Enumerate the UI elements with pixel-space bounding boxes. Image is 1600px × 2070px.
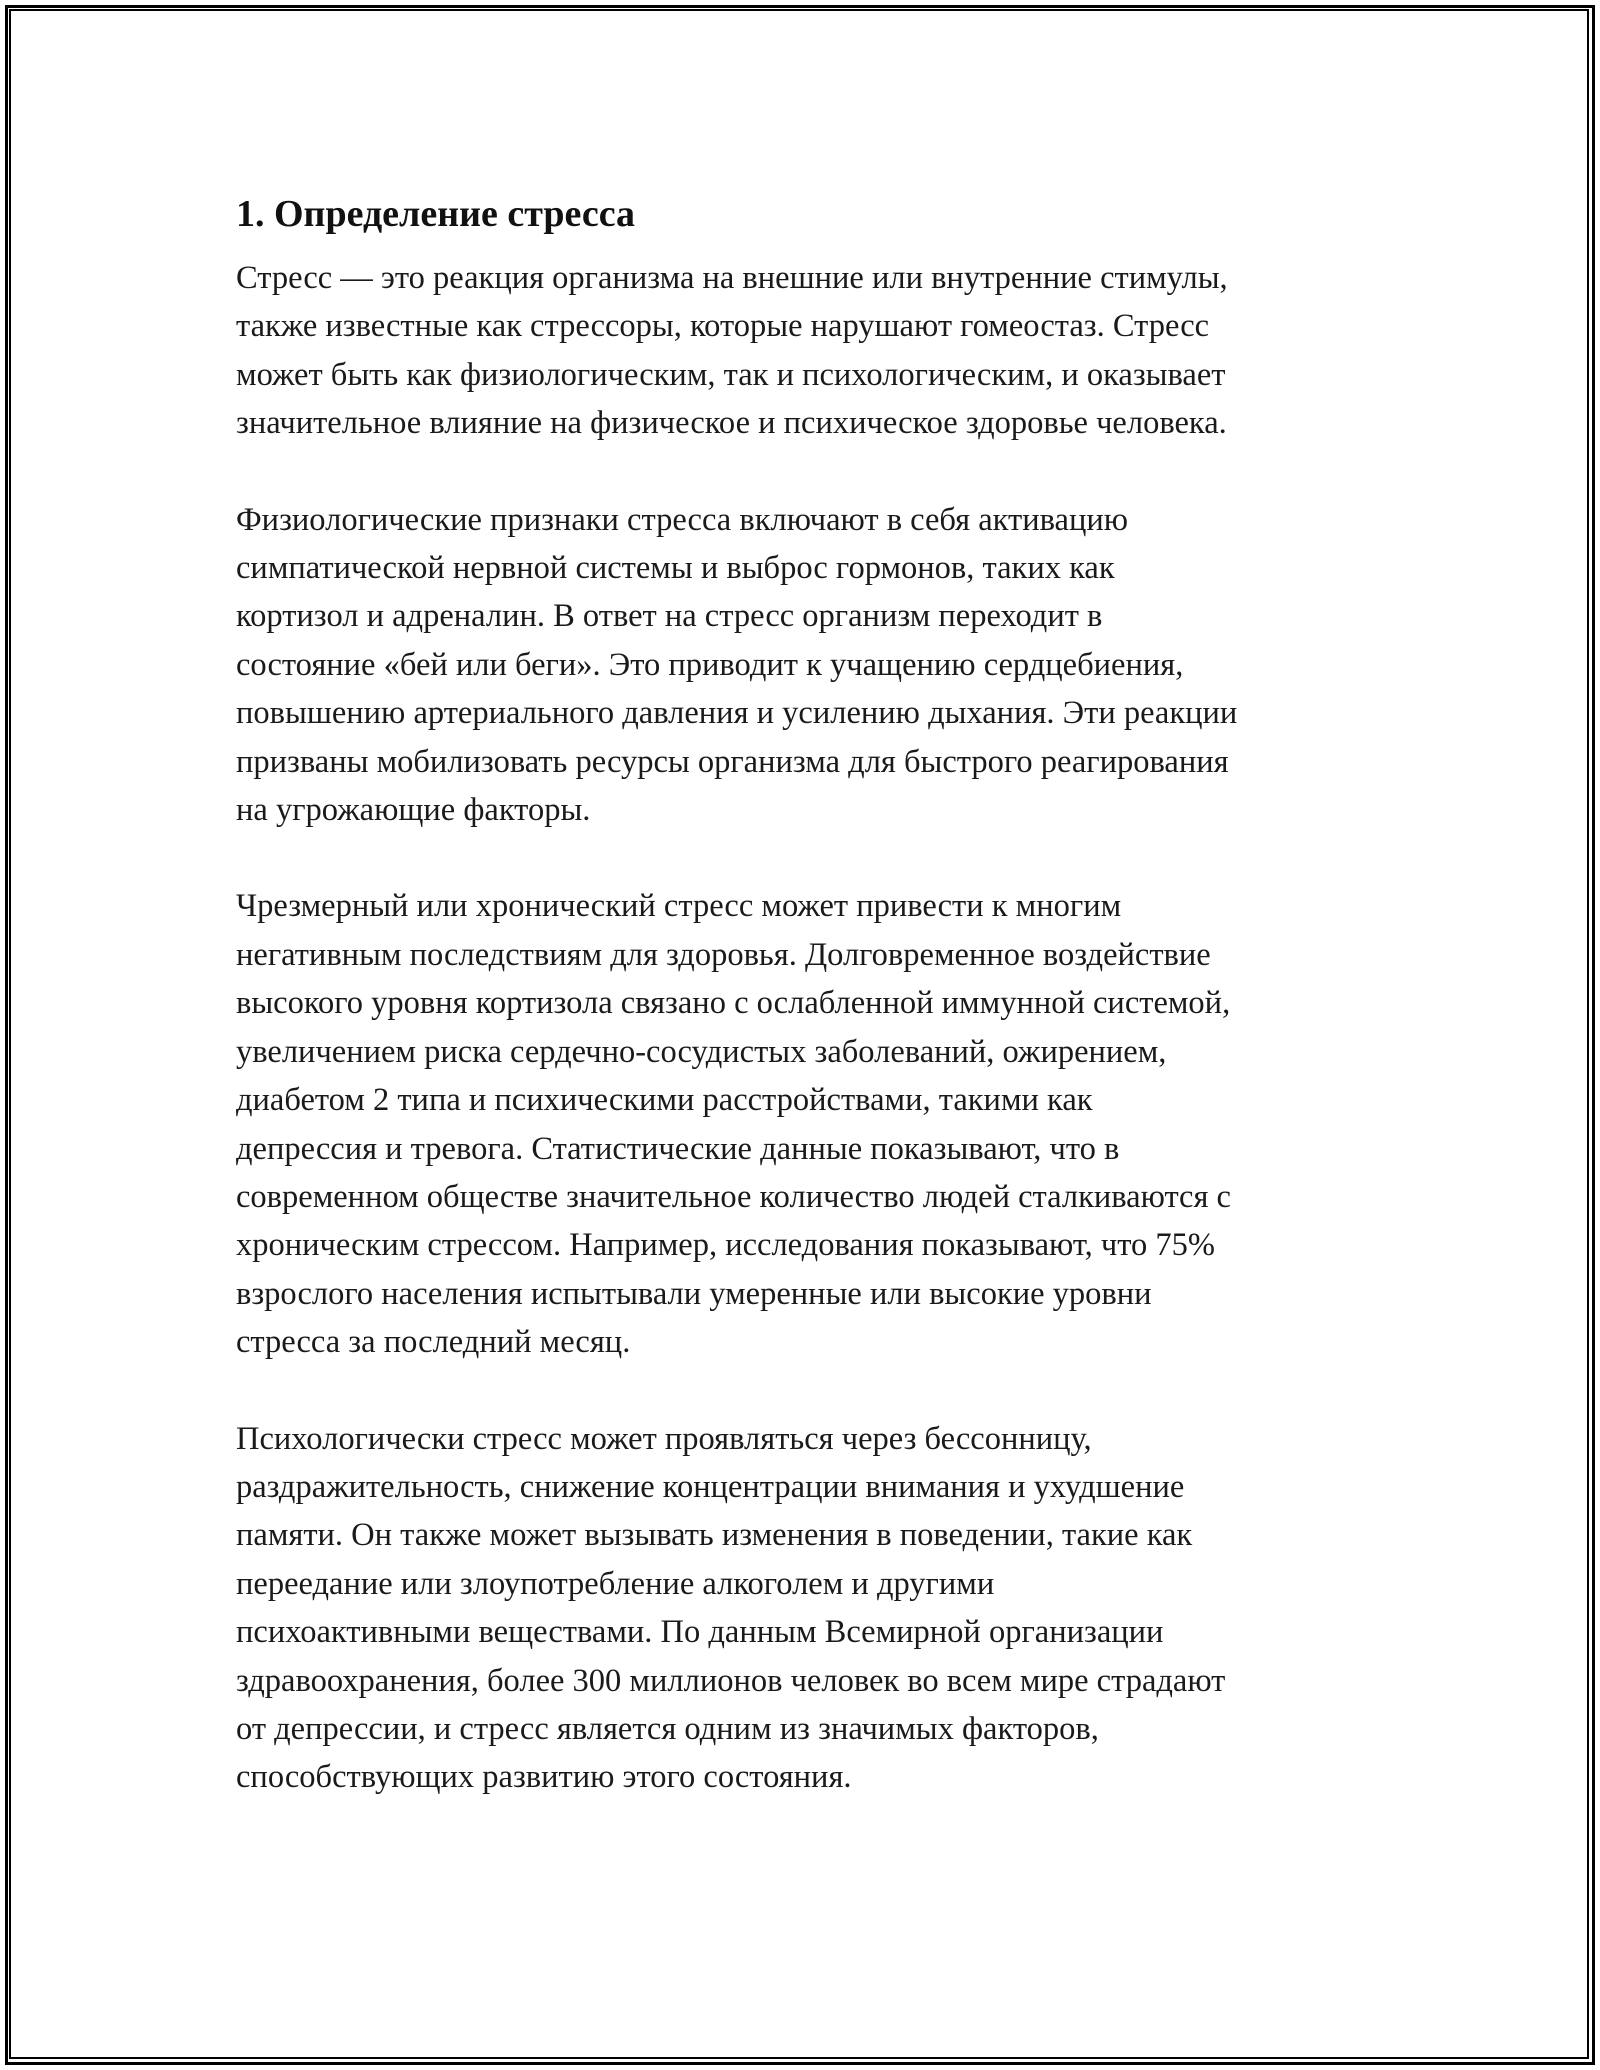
text-line: повышению артериального давления и усилению дыхания. Эти реакции (236, 695, 1238, 732)
text-line: значительное влияние на физическое и психическое здоровье человека. (236, 405, 1227, 442)
text-line: Чрезмерный или хронический стресс может привести к многим (236, 888, 1122, 925)
text-line: состояние «бей или беги». Это приводит к учащению сердцебиения, (236, 646, 1184, 683)
text-line: негативным последствиям для здоровья. Долговременное воздействие (236, 936, 1211, 973)
text-line: увеличением риска сердечно-сосудистых заболеваний, ожирением, (236, 1033, 1167, 1070)
text-line: может быть как физиологическим, так и психологическим, и оказывает (236, 356, 1226, 393)
text-line: призваны мобилизовать ресурсы организма для быстрого реагирования (236, 743, 1229, 780)
paragraph-definition (236, 254, 1376, 448)
text-line: памяти. Он также может вызывать изменения в поведении, такие как (236, 1517, 1193, 1554)
document-body (236, 182, 1376, 1802)
text-line: диабетом 2 типа и психическими расстройствами, такими как (236, 1082, 1093, 1119)
section-heading: 1. Определение стресса (236, 193, 636, 235)
text-line: хроническим стрессом. Например, исследования показывают, что 75% (236, 1227, 1215, 1264)
text-line: стресса за последний месяц. (236, 1324, 631, 1361)
text-line: кортизол и адреналин. В ответ на стресс организм переходит в (236, 598, 1103, 635)
text-line: Стресс — это реакция организма на внешние или внутренние стимулы, (236, 260, 1228, 296)
text-line: взрослого населения испытывали умеренные или высокие уровни (236, 1275, 1152, 1312)
text-line: депрессия и тревога. Статистические данные показывают, что в (236, 1130, 1120, 1167)
text-line: Психологически стресс может проявляться через бессонницу, (236, 1420, 1092, 1457)
text-line: от депрессии, и стресс является одним из значимых факторов, (236, 1710, 1099, 1747)
text-line: способствующих развитию этого состояния. (236, 1759, 852, 1796)
text-line: симпатической нервной системы и выброс гормонов, таких как (236, 550, 1115, 587)
text-line: переедание или злоупотребление алкоголем и другими (236, 1565, 995, 1602)
text-line: современном обществе значительное количество людей сталкиваются с (236, 1178, 1231, 1215)
text-line: здравоохранения, более 300 миллионов человек во всем мире страдают (236, 1662, 1226, 1699)
paragraph-chronic (236, 882, 1376, 1366)
text-line: Физиологические признаки стресса включают в себя активацию (236, 501, 1129, 538)
text-line: также известные как стрессоры, которые нарушают гомеостаз. Стресс (236, 308, 1210, 345)
text-line: раздражительность, снижение концентрации внимания и ухудшение (236, 1468, 1185, 1505)
text-line: на угрожающие факторы. (236, 792, 591, 829)
paragraph-psychological (236, 1415, 1376, 1802)
paragraph-physiological (236, 496, 1376, 835)
text-line: высокого уровня кортизола связано с ослабленной иммунной системой, (236, 985, 1231, 1022)
text-line: психоактивными веществами. По данным Всемирной организации (236, 1614, 1164, 1651)
